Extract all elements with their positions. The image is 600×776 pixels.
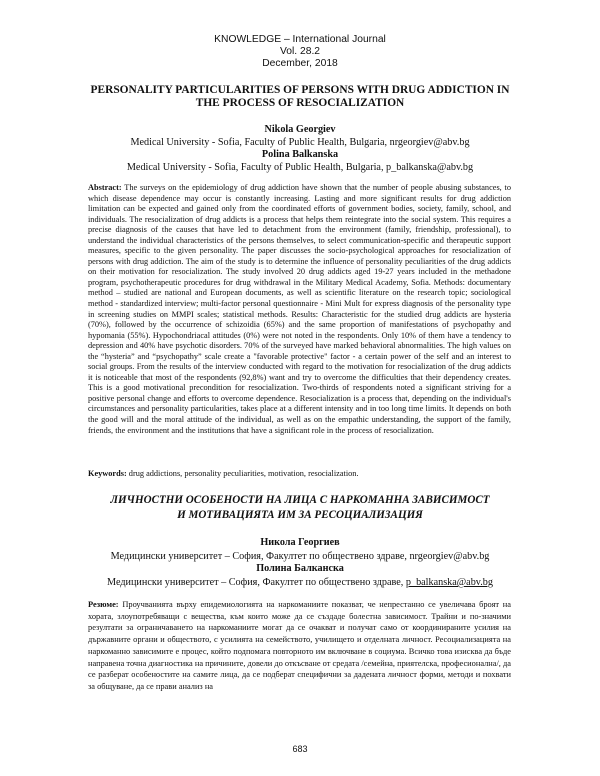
abstract-bg — [88, 599, 511, 693]
abstract-bg-text: Проучванията върху епидемиологията на наркоманиите показват, че непрестанно се увеличава броят на хората, злоупотребяващи с вещества, към които може да се създаде болестна зависимост. Трайни и по-значими резултати за ограничаването на наркоманиите могат да се очакват и получат само от координираните усилия на държавните органи и обществото, с усилията на семейството, училището и отделната личност. Ресоциализацията на наркоманно зависимите е процес, който подпомага повторното им включване в социума. Всичко това изисква да бъде направена точна диагностика на причините, довели до откъсване от средата /семейна, приятелска, професионална/, да се разберат особеностите на самите лица, да се подберат специфични за дадената личност форми, методи и похвати за общуване, да се прави анализ на — [88, 600, 512, 691]
paper-title-en-line-1: PERSONALITY PARTICULARITIES OF PERSONS WITH DRUG ADDICTION IN — [90, 84, 510, 96]
author-2-affiliation: Medical University - Sofia, Faculty of Public Health, Bulgaria, p_balkanska@abv.bg — [126, 162, 474, 173]
author-bg-1-affiliation: Медицински университет – София, Факултет по обществено здраве, nrgeorgiev@abv.bg — [110, 551, 490, 562]
page-number: 683 — [292, 744, 308, 754]
author-bg-2-affiliation-text: Медицински университет – София, Факултет по обществено здраве, — [107, 577, 406, 588]
abstract-en-label: Abstract: — [88, 183, 122, 192]
journal-date: December, 2018 — [262, 58, 338, 69]
author-1-name: Nikola Georgiev — [264, 124, 336, 135]
journal-volume: Vol. 28.2 — [279, 46, 321, 57]
abstract-bg-label: Резюме: — [88, 600, 119, 609]
paper-title-bg-line-1: ЛИЧНОСТНИ ОСОБЕНОСТИ НА ЛИЦА С НАРКОМАННА ЗАВИСИМОСТ — [110, 494, 490, 506]
author-bg-1-name: Никола Георгиев — [260, 537, 340, 548]
paper-title-en-line-2: THE PROCESS OF RESOCIALIZATION — [195, 97, 405, 109]
keywords-en-text: drug addictions, personality peculiarities, motivation, resocialization. — [128, 469, 359, 478]
journal-name: KNOWLEDGE – International Journal — [214, 34, 386, 45]
abstract-en-text: The surveys on the epidemiology of drug addiction have shown that the number of people abusing substances, to which disease dependence may occur is constantly increasing. Lasting and more significant results for drug addiction limitation can be expected and gained only from the coordinated efforts of government bodies, society, family, school, and individuals. The resocialization of drug addicts is a process that helps them reintegrate into the social system. This requires a precise diagnosis of the causes that have led to detachment from the environment (family, friendship, professional), to understand the individual characteristics of the persons themselves, to select communication-specific and therapeutic support measures, specific to the given personality. The paper discusses the socio-psychological approaches for resocialization of persons with drug addiction. The aim of the study is to determine the influence of personality peculiarities of the drug addicts on their motivation for resocialization. The study involved 20 drug addicts aged 19-27 years included in the methadone program, psychotherapeutic procedures for drug withdrawal in the Military Medical Academy, Sofia. Methods: documentary method – studied are national and European documents, as well as scientific literature on the research topic; sociological method - standardized interview; multi-factor personal questionnaire - Mini Mult for express diagnosis of the personality type in screening studies on MMPI scales; statistical methods. Results: Characteristic for the studied drug addicts are hysteria (70%), followed by the occurrence of schizoidia (65%) and the same proportion of manifestations of psychopathy and hypomania (55%). Hypochondriacal attitudes (0%) were not noted in the respondents. Only 10% of them have a tendency to depression and 40% have psychotic disorders. 70% of the surveyed have marked behavioral abnormalities. The high values on the “hysteria” and “psychopathy” scale create a "favorable protective" factor - a certain power of the self and an interest to social groups. From the results of the interview conducted with regard to the motivation for resocialization of the drug addicts it is noticeable that most of the respondents (92,8%) want and try to overcome the difficulties that their dependency creates. This is a good motivational precondition for resocialization. Two-thirds of respondents noted a significant striving for a positive personal change and efforts to overcome dependence. Resocialization is a process that, depending on the individual's circumstances and personality particularities, takes place at a different intensity and in too long time limits. It depends on both the good will and the moral attitude of the individual, as well as on the empathic understanding, the support of the family, friends, the environment and the institutions that have a significant role in the process of resocialization. — [88, 183, 511, 435]
abstract-en — [88, 183, 511, 436]
author-bg-2-affiliation — [0, 577, 600, 589]
keywords-en — [88, 469, 511, 480]
author-bg-2-email-link[interactable]: p_balkanska@abv.bg — [405, 577, 493, 588]
author-1-affiliation: Medical University - Sofia, Faculty of Public Health, Bulgaria, nrgeorgiev@abv.bg — [130, 137, 470, 148]
author-2-name: Polina Balkanska — [261, 149, 339, 160]
paper-title-bg-line-2: И МОТИВАЦИЯТА ИМ ЗА РЕСОЦИАЛИЗАЦИЯ — [177, 509, 423, 521]
keywords-en-label: Keywords: — [88, 469, 127, 478]
author-bg-2-name: Полина Балканска — [256, 563, 344, 574]
